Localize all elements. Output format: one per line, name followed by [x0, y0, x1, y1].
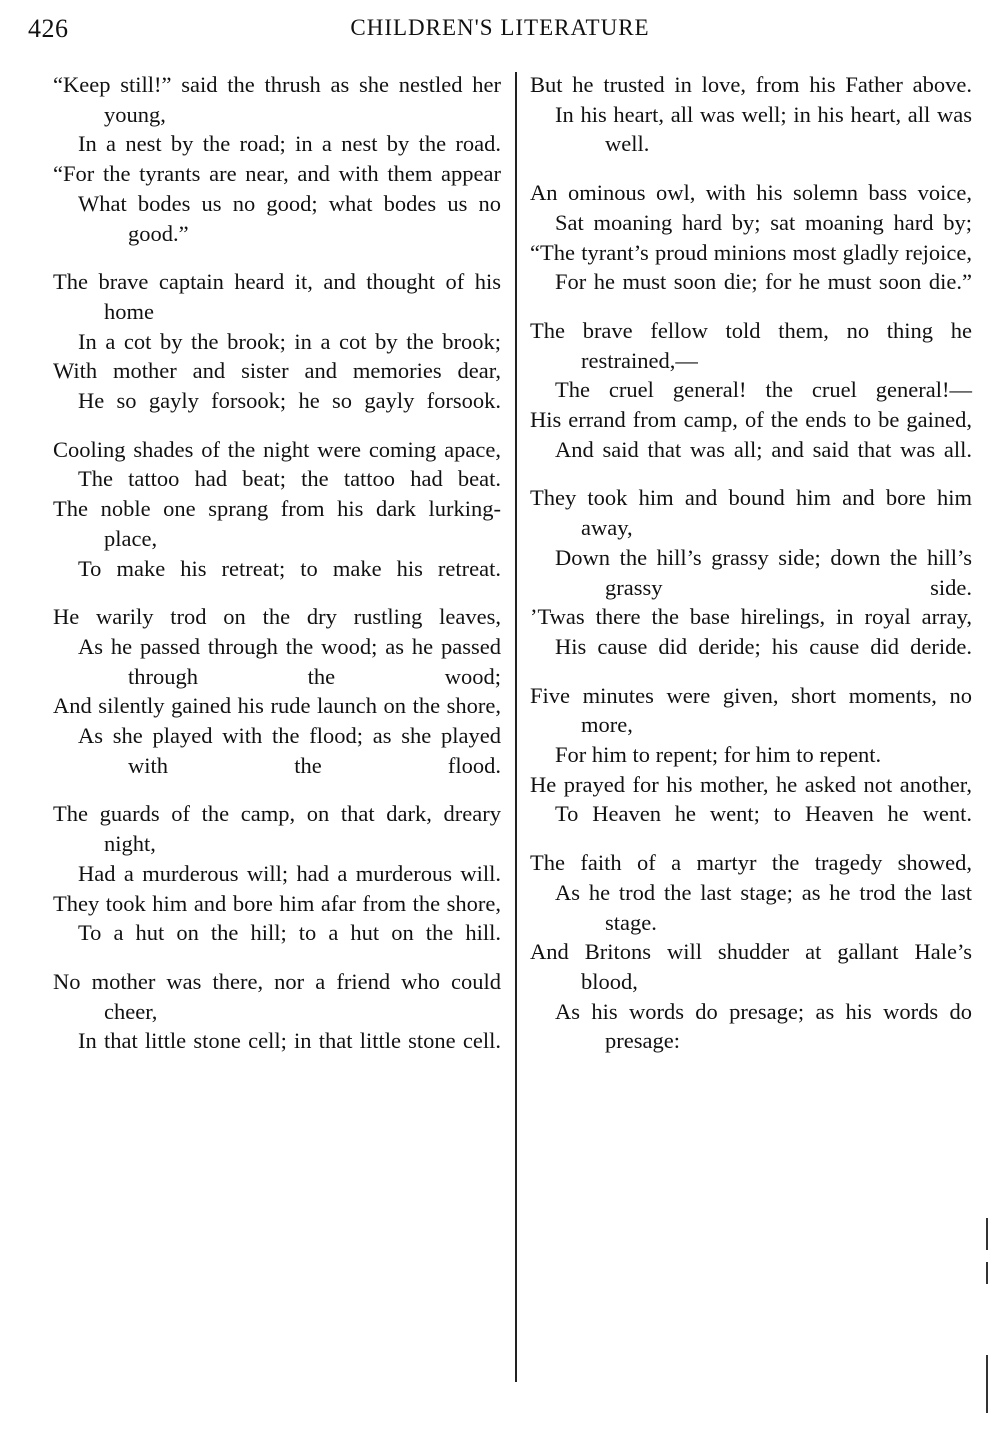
verse-line: For him to repent; for him to repent.: [555, 742, 882, 768]
verse-line: As she played with the flood; as she played with the flood.: [78, 723, 501, 778]
verse-line: The faith of a martyr the tragedy showed,: [530, 850, 972, 876]
stanza: [530, 70, 972, 159]
stanza: [530, 178, 972, 297]
left-column: [53, 70, 501, 1056]
verse-line: In a cot by the brook; in a cot by the brook;: [78, 328, 501, 354]
verse-line: “Keep still!” said the thrush as she nestled her young,: [53, 72, 501, 127]
stanza: [530, 848, 972, 1056]
verse-line: In his heart, all was well; in his heart, all was well.: [555, 101, 972, 157]
verse-line: The guards of the camp, on that dark, dreary night,: [53, 801, 501, 857]
verse-line: Had a murderous will; had a murderous will.: [78, 860, 501, 886]
verse-line: His errand from camp, of the ends to be gained,: [530, 407, 972, 433]
verse-line: “For the tyrants are near, and with them appear: [53, 161, 501, 187]
verse-line: To make his retreat; to make his retreat.: [78, 555, 501, 581]
verse-line: And Britons will shudder at gallant Hale’s blood,: [530, 939, 972, 994]
verse-line: For he must soon die; for he must soon die.”: [555, 269, 972, 295]
verse-line: Sat moaning hard by; sat moaning hard by;: [555, 209, 972, 235]
stanza: [53, 967, 501, 1056]
verse-line: As he passed through the wood; as he passed through the wood;: [78, 633, 501, 689]
margin-mark: [986, 1262, 988, 1284]
verse-line: Cooling shades of the night were coming apace,: [53, 436, 501, 462]
verse-line: He so gayly forsook; he so gayly forsook.: [78, 388, 501, 414]
verse-line: “The tyrant’s proud minions most gladly rejoice,: [530, 239, 972, 265]
verse-line: The brave fellow told them, no thing he restrained,—: [530, 317, 972, 373]
verse-line: But he trusted in love, from his Father above.: [530, 72, 972, 97]
verse-line: To Heaven he went; to Heaven he went.: [555, 801, 972, 827]
verse-line: An ominous owl, with his solemn bass voice,: [530, 180, 972, 206]
margin-mark: [986, 1218, 988, 1250]
verse-line: His cause did deride; his cause did deride.: [555, 633, 972, 659]
verse-line: ’Twas there the base hirelings, in royal array,: [530, 604, 972, 630]
stanza: [53, 70, 501, 248]
verse-line: As he trod the last stage; as he trod the last stage.: [555, 879, 972, 935]
verse-line: The noble one sprang from his dark lurking-place,: [53, 496, 501, 551]
verse-line: Down the hill’s grassy side; down the hill’s grassy side.: [555, 544, 972, 600]
stanza: [530, 483, 972, 661]
verse-line: In that little stone cell; in that little stone cell.: [78, 1028, 501, 1054]
stanza: [53, 799, 501, 948]
verse-line: With mother and sister and memories dear,: [53, 358, 501, 384]
running-title: CHILDREN'S LITERATURE: [350, 15, 650, 40]
page-number: 426: [28, 14, 69, 43]
verse-line: As his words do presage; as his words do presage:: [555, 998, 972, 1054]
right-column: [530, 70, 972, 1056]
column-divider: [515, 72, 517, 1382]
verse-line: He warily trod on the dry rustling leaves,: [53, 604, 501, 630]
verse-line: And said that was all; and said that was all.: [555, 436, 972, 462]
verse-line: In a nest by the road; in a nest by the road.: [78, 131, 501, 157]
verse-line: They took him and bound him and bore him away,: [530, 485, 972, 541]
stanza: [53, 602, 501, 780]
stanza: [53, 435, 501, 584]
verse-line: Five minutes were given, short moments, no more,: [530, 682, 972, 738]
verse-line: The tattoo had beat; the tattoo had beat.: [78, 466, 501, 492]
verse-line: He prayed for his mother, he asked not another,: [530, 771, 972, 797]
stanza: [530, 681, 972, 830]
verse-line: They took him and bore him afar from the shore,: [53, 890, 501, 916]
verse-line: The brave captain heard it, and thought of his home: [53, 269, 501, 324]
margin-mark: [986, 1355, 988, 1413]
verse-line: What bodes us no good; what bodes us no good.”: [78, 190, 501, 246]
verse-line: And silently gained his rude launch on the shore,: [53, 693, 501, 719]
verse-line: To a hut on the hill; to a hut on the hill.: [78, 920, 501, 946]
stanza: [53, 267, 501, 416]
verse-line: No mother was there, nor a friend who could cheer,: [53, 968, 501, 1024]
verse-line: The cruel general! the cruel general!—: [555, 377, 972, 403]
stanza: [530, 316, 972, 465]
